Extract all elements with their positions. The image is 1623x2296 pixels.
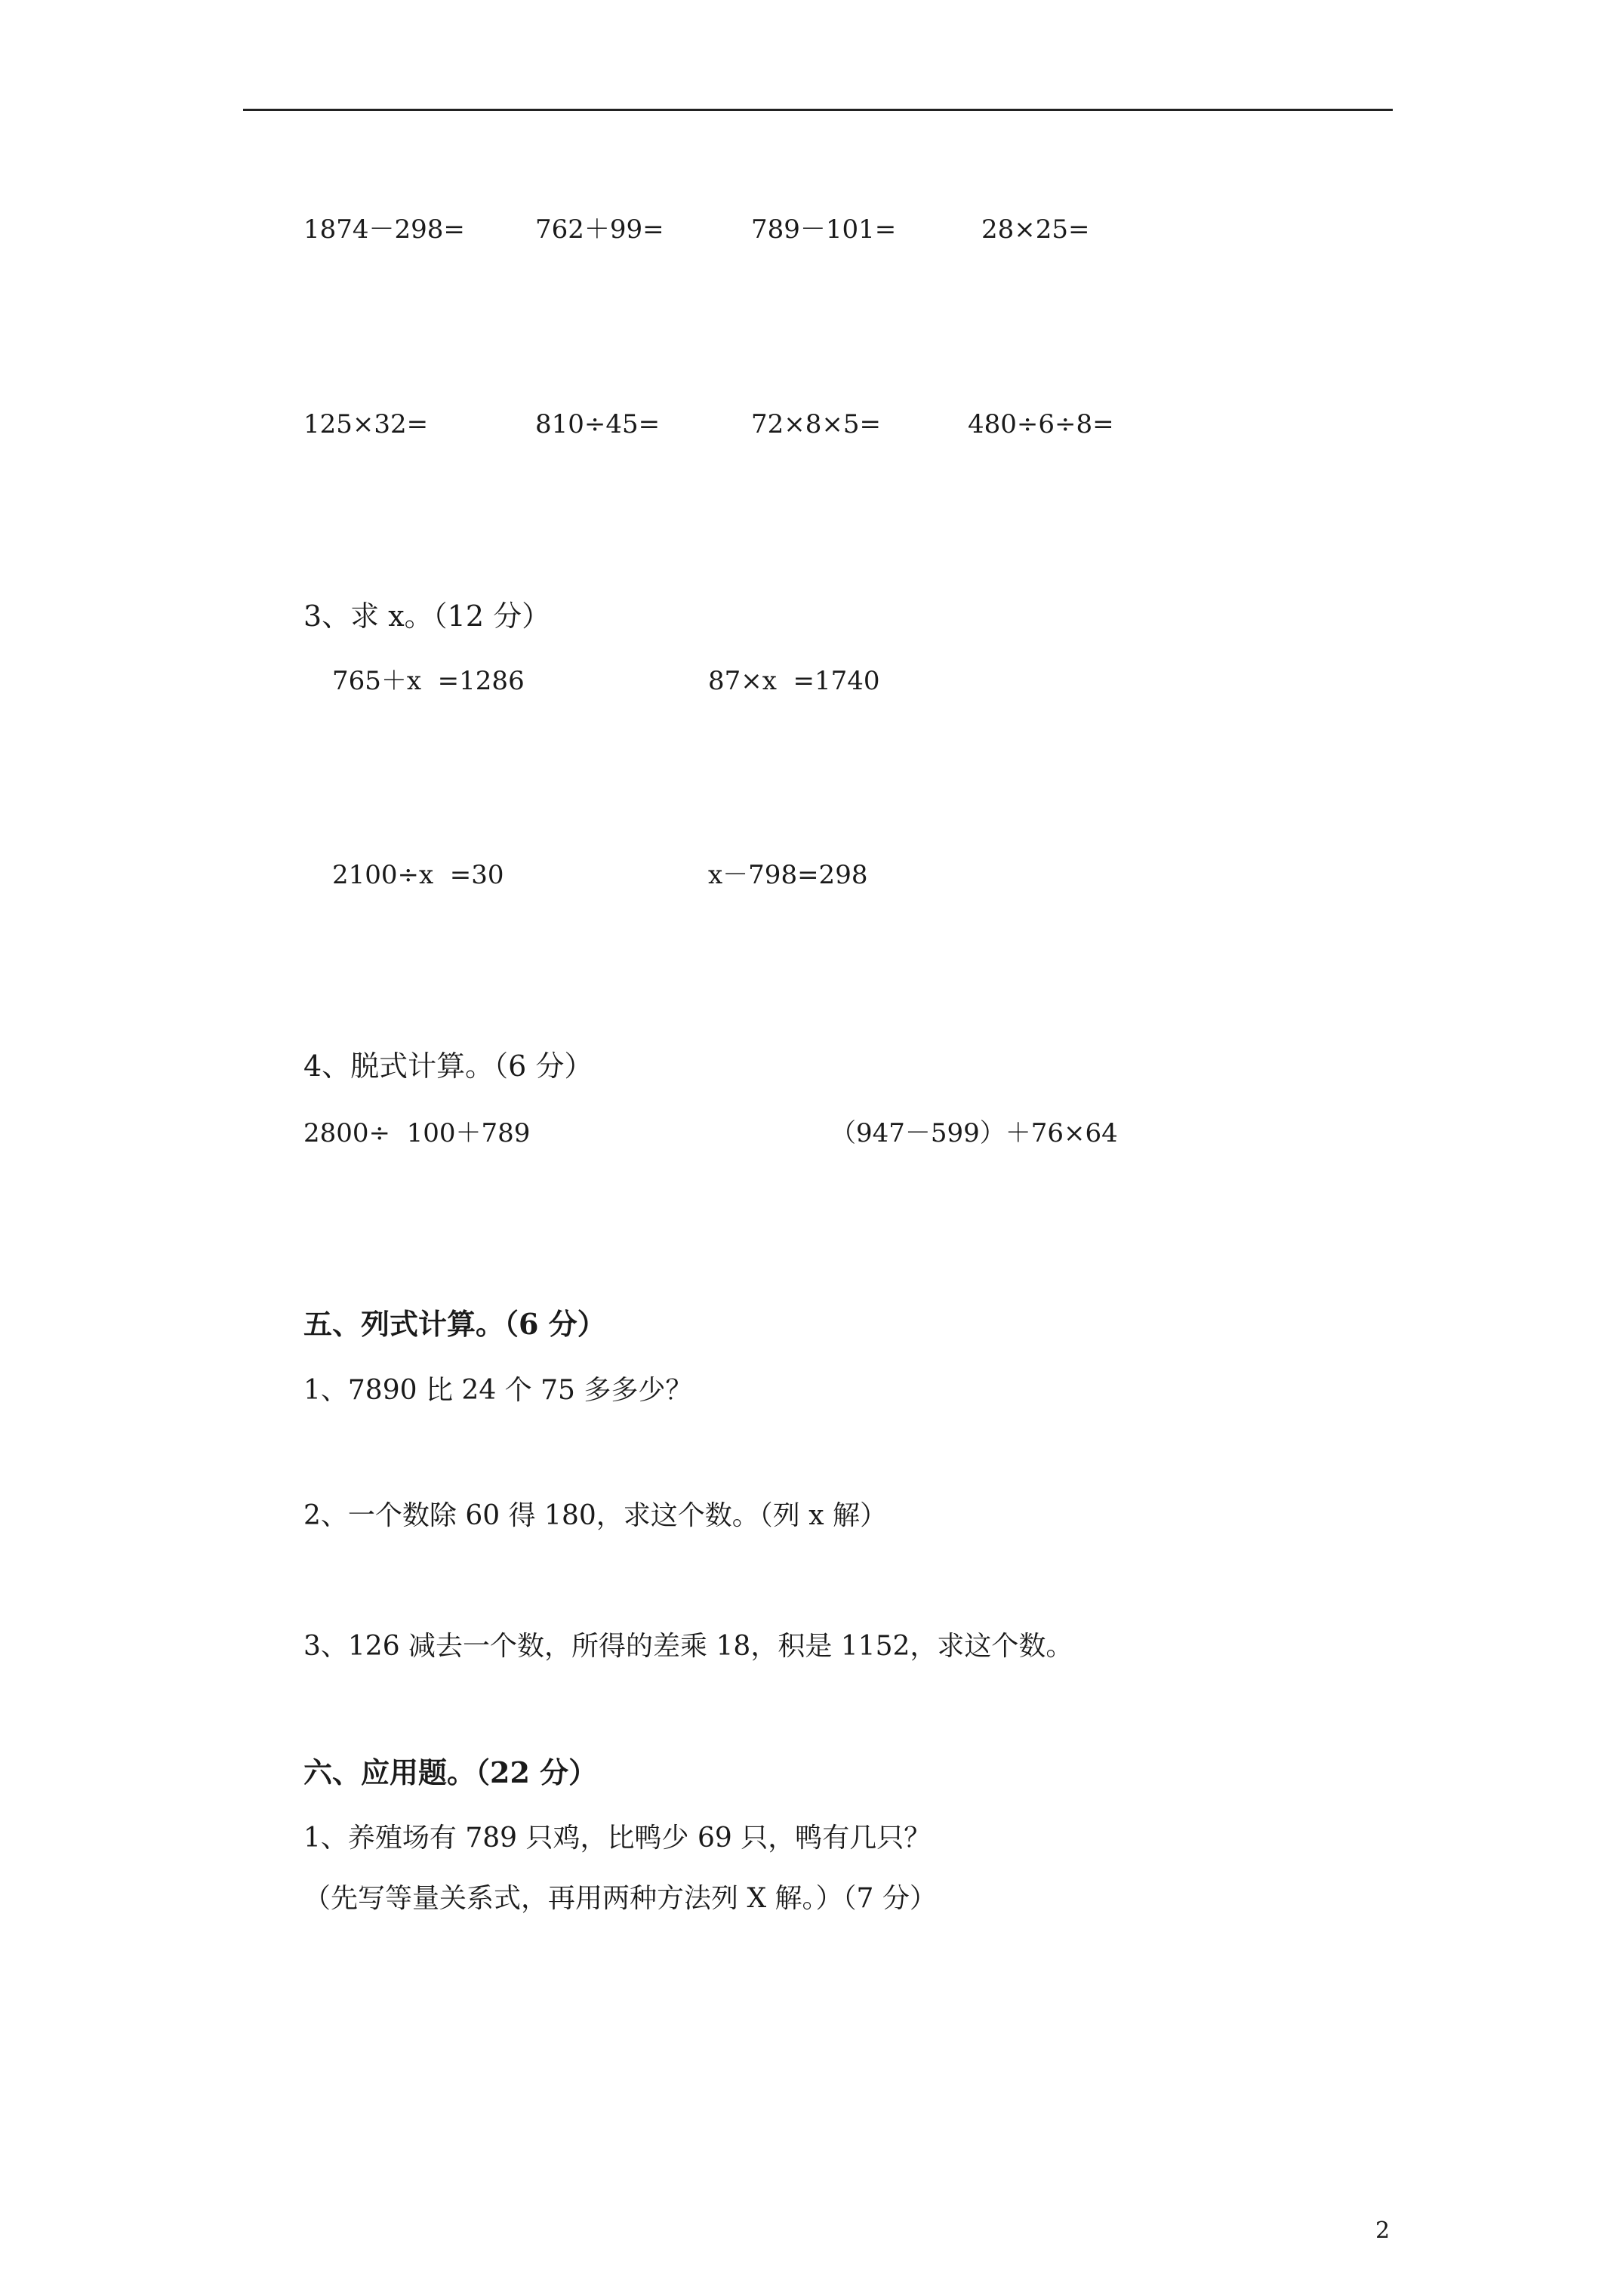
section-title-solve-x: 3、求 x。（12 分） [303,599,551,633]
header-rule [243,109,1393,111]
step-expression: （947－599）＋76×64 [830,1118,1118,1148]
equation: x－798=298 [708,860,868,890]
calc-item: 72×8×5= [751,409,881,439]
question: 2、一个数除 60 得 180，求这个数。（列 x 解） [303,1500,887,1531]
section-title-six: 六、应用题。（22 分） [303,1755,598,1789]
calc-item: 810÷45= [535,409,661,439]
calc-item: 125×32= [303,409,429,439]
step-expression: 2800÷ 100＋789 [303,1118,531,1148]
question: 3、126 减去一个数，所得的差乘 18，积是 1152，求这个数。 [303,1631,1073,1662]
question-note: （先写等量关系式，再用两种方法列 X 解。）（7 分） [303,1883,937,1914]
section-title-five: 五、列式计算。（6 分） [303,1307,606,1341]
calc-item: 1874－298= [303,214,465,245]
calc-item: 762＋99= [535,214,664,245]
equation: 87×x =1740 [708,666,880,696]
page-number: 2 [1375,2217,1390,2244]
equation: 2100÷x =30 [332,860,504,890]
section-title-step-calc: 4、脱式计算。（6 分） [303,1049,593,1083]
calc-item: 480÷6÷8= [968,409,1114,439]
equation: 765＋x =1286 [332,666,525,696]
calc-item: 28×25= [981,214,1090,245]
question: 1、7890 比 24 个 75 多多少？ [303,1375,693,1406]
question: 1、养殖场有 789 只鸡，比鸭少 69 只，鸭有几只？ [303,1823,932,1854]
calc-item: 789－101= [751,214,897,245]
